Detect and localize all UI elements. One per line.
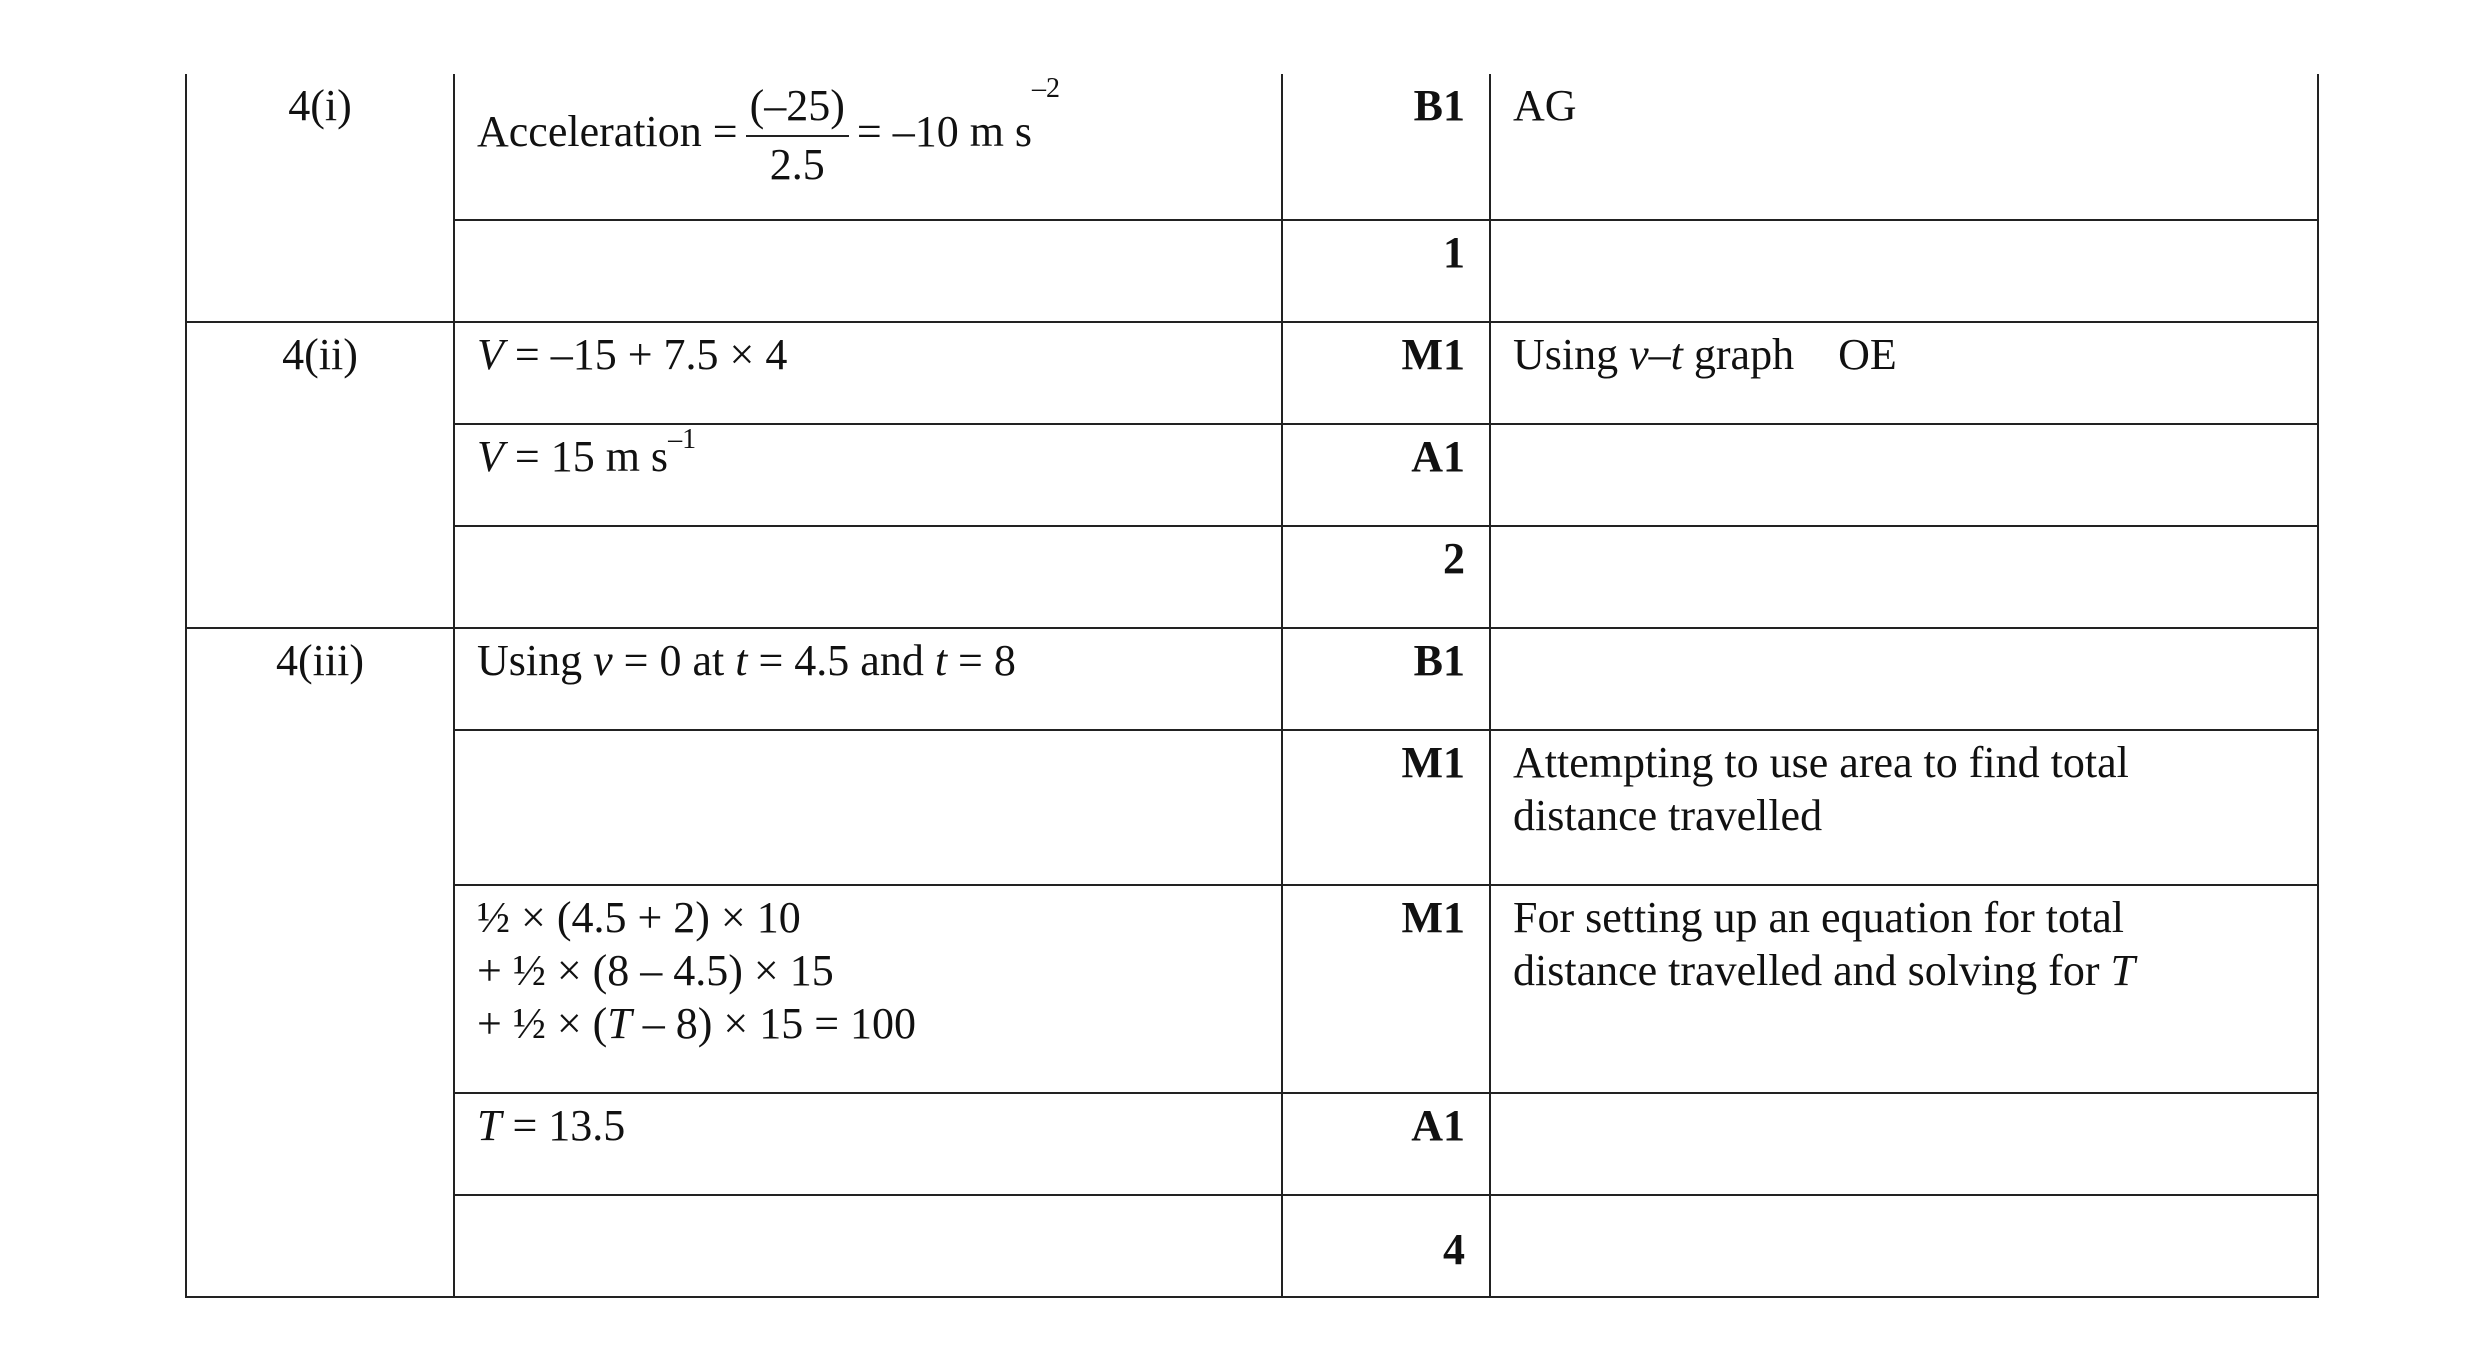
table-row	[186, 885, 2318, 1093]
table-row	[186, 1093, 2318, 1195]
mark-cell: M1	[1282, 730, 1490, 885]
fraction-numerator: (–25)	[746, 80, 849, 137]
guidance-cell: AG	[1490, 74, 2318, 220]
answer-cell: ½ × (4.5 + 2) × 10 + ½ × (8 – 4.5) × 15 + ½ × (T – 8) × 15 = 100	[454, 885, 1282, 1093]
table-row	[186, 220, 2318, 322]
total-mark-cell: 4	[1282, 1195, 1490, 1297]
guidance-cell-empty	[1490, 1093, 2318, 1195]
answer-cell-empty	[454, 220, 1282, 322]
mark-cell: A1	[1282, 424, 1490, 526]
question-number-4iii: 4(iii)	[186, 628, 454, 1297]
answer-cell-empty	[454, 1195, 1282, 1297]
guidance-cell: For setting up an equation for total distance travelled and solving for T	[1490, 885, 2318, 1093]
total-mark-cell: 1	[1282, 220, 1490, 322]
table-row	[186, 526, 2318, 628]
mark-cell: M1	[1282, 885, 1490, 1093]
answer-cell: Using v = 0 at t = 4.5 and t = 8	[454, 628, 1282, 730]
answer-label: Acceleration =	[477, 106, 738, 156]
table-row	[186, 322, 2318, 424]
mark-scheme-table	[185, 74, 2319, 1298]
guidance-cell-empty	[1490, 526, 2318, 628]
fraction-denominator: 2.5	[769, 139, 825, 189]
table-row	[186, 628, 2318, 730]
guidance-cell-empty	[1490, 628, 2318, 730]
answer-cell: V = –15 + 7.5 × 4	[454, 322, 1282, 424]
answer-cell	[454, 74, 1282, 220]
table-row	[186, 1195, 2318, 1297]
table-row	[186, 74, 2318, 220]
table-row	[186, 424, 2318, 526]
guidance-cell-empty	[1490, 1195, 2318, 1297]
guidance-cell-empty	[1490, 424, 2318, 526]
total-mark-cell: 2	[1282, 526, 1490, 628]
mark-cell: B1	[1282, 74, 1490, 220]
answer-exponent: –2	[1032, 73, 1061, 104]
answer-cell-empty	[454, 730, 1282, 885]
mark-cell: B1	[1282, 628, 1490, 730]
mark-cell: M1	[1282, 322, 1490, 424]
guidance-cell: Using v–t graph OE	[1490, 322, 2318, 424]
answer-result: = –10 m s	[856, 106, 1033, 156]
answer-cell: V = 15 m $s^{-1}$	[454, 424, 1282, 526]
mark-cell: A1	[1282, 1093, 1490, 1195]
answer-cell: T = 13.5	[454, 1093, 1282, 1195]
question-number-4ii: 4(ii)	[186, 322, 454, 628]
fraction	[746, 80, 849, 192]
answer-cell-empty	[454, 526, 1282, 628]
guidance-cell: Attempting to use area to find total distance travelled	[1490, 730, 2318, 885]
question-number-4i: 4(i)	[186, 74, 454, 322]
table-row	[186, 730, 2318, 885]
guidance-cell-empty	[1490, 220, 2318, 322]
